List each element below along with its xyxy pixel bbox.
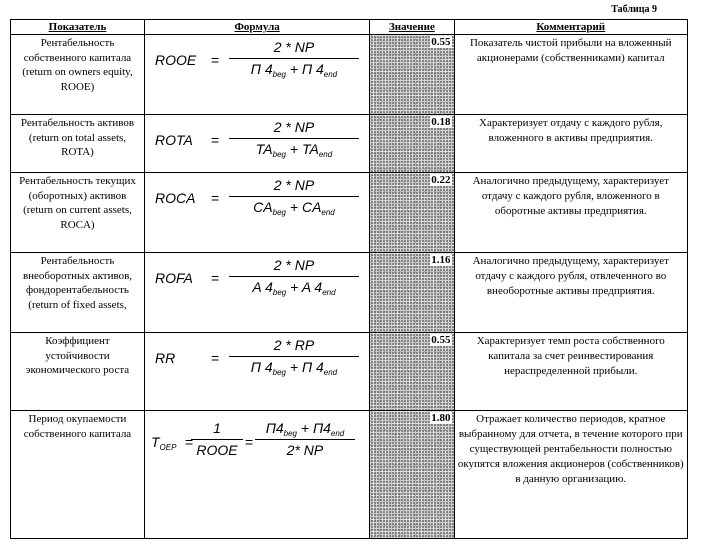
denominator: A $4_{beg} + A$ $4_{end}$ — [252, 279, 336, 297]
value: 1.80 — [431, 412, 451, 424]
denominator: 2* NP — [286, 442, 324, 458]
numerator: 2 * NP — [273, 257, 315, 273]
den-a: TA — [255, 141, 273, 157]
den-a-sub: beg — [272, 208, 286, 217]
fraction-bar — [229, 58, 359, 59]
table-row — [11, 411, 688, 539]
value-cell — [370, 411, 454, 539]
equals-sign: = — [210, 270, 220, 286]
table-row — [11, 173, 688, 253]
den-b: П 4 — [301, 359, 324, 375]
header-formula: Формула — [144, 20, 369, 35]
table-caption: Таблица 9 — [611, 4, 657, 15]
formula-name: ROFA — [154, 270, 193, 286]
formula — [147, 174, 367, 251]
indicator-cell: Рентабельность внеоборотных активов, фондорентабельность (return of fixed assets, — [11, 253, 145, 333]
den-a-sub: beg — [272, 368, 286, 377]
payback-symbol-sub: OEP — [159, 443, 177, 452]
den-b: A 4 — [301, 279, 323, 295]
num-b: П4 — [312, 420, 331, 436]
formula-name: RR — [154, 350, 176, 366]
numerator: $П4_{beg} + П4_{end}$ — [265, 420, 345, 438]
den-b-sub: end — [322, 288, 336, 297]
den-b: П 4 — [301, 61, 324, 77]
denominator: $CA_{beg} + CA_{end}$ — [253, 199, 335, 217]
fraction — [229, 257, 359, 296]
indicator-cell: Период окупаемости собственного капитала — [11, 411, 145, 539]
num-b-sub: end — [330, 429, 345, 438]
value-cell — [370, 115, 454, 173]
value-cell — [370, 253, 454, 333]
formula — [147, 116, 367, 171]
den-a: П 4 — [250, 61, 273, 77]
formula — [147, 412, 367, 537]
formula — [147, 36, 367, 113]
formula — [147, 254, 367, 331]
formula-cell — [144, 253, 369, 333]
fraction-bar — [229, 196, 359, 197]
payback-symbol: T — [150, 434, 160, 450]
value: 0.22 — [431, 174, 451, 186]
fraction-bar — [255, 439, 355, 440]
equals-sign: = — [184, 434, 194, 450]
den-b: CA — [301, 199, 322, 215]
header-row — [11, 20, 688, 35]
num-a: П4 — [265, 420, 284, 436]
formula-cell — [144, 35, 369, 115]
fraction — [229, 337, 359, 376]
table-row — [11, 115, 688, 173]
formula-cell — [144, 411, 369, 539]
numerator: 2 * NP — [273, 39, 315, 55]
table-row — [11, 253, 688, 333]
formula-cell — [144, 115, 369, 173]
den-a: A 4 — [252, 279, 273, 295]
indicator-table — [10, 19, 688, 539]
table-row — [11, 35, 688, 115]
den-b-sub: end — [323, 70, 338, 79]
den-b-sub: end — [323, 368, 338, 377]
numerator: 2 * RP — [273, 337, 315, 353]
value: 0.18 — [431, 116, 451, 128]
comment-cell: Аналогично предыдущему, характеризует отдачу с каждого рубля, вложенного в оборотные активы предприятия. — [454, 173, 687, 253]
den-a-sub: beg — [272, 70, 286, 79]
formula-name: ROOE — [154, 52, 197, 68]
denominator: П $4_{beg} + П$ $4_{end}$ — [250, 359, 338, 377]
den-a: П 4 — [250, 359, 273, 375]
comment-cell: Аналогично предыдущему, характеризует отдачу с каждого рубля, отвлеченного во внеоборотные активы предприятия. — [454, 253, 687, 333]
value-cell — [370, 173, 454, 253]
header-value: Значение — [370, 20, 454, 35]
indicator-cell: Рентабельность текущих (оборотных) активов (return on current assets, ROCA) — [11, 173, 145, 253]
comment-cell: Показатель чистой прибыли на вложенный акционерами (собственниками) капитал — [454, 35, 687, 115]
fraction — [229, 39, 359, 78]
equals-sign: = — [210, 190, 220, 206]
value-cell — [370, 35, 454, 115]
equals-sign: = — [210, 52, 220, 68]
indicator-cell: Коэффициент устойчивости экономического роста — [11, 333, 145, 411]
header-indicator: Показатель — [11, 20, 145, 35]
comment-cell: Характеризует темп роста собственного капитала за счет реинвестирования нераспределенной прибыли. — [454, 333, 687, 411]
table-row — [11, 333, 688, 411]
value: 1.16 — [431, 254, 451, 266]
den-b-sub: end — [321, 208, 335, 217]
formula-cell — [144, 333, 369, 411]
value: 0.55 — [431, 36, 451, 48]
numerator: 2 * NP — [273, 177, 315, 193]
header-comment: Комментарий — [454, 20, 687, 35]
indicator-cell: Рентабельность собственного капитала (return on owners equity, ROOE) — [11, 35, 145, 115]
num-a-sub: beg — [283, 429, 297, 438]
fraction-bar — [229, 138, 359, 139]
formula-name — [151, 434, 176, 452]
numerator: 1 — [213, 420, 221, 436]
fraction — [229, 119, 359, 158]
formula-name: ROTA — [154, 132, 193, 148]
indicator-cell: Рентабельность активов (return on total assets, ROTA) — [11, 115, 145, 173]
denominator: П $4_{beg} + П$ $4_{end}$ — [250, 61, 338, 79]
denominator: $TA_{beg} + TA_{end}$ — [255, 141, 333, 159]
value: 0.55 — [431, 334, 451, 346]
comment-cell: Характеризует отдачу с каждого рубля, вложенного в активы предприятия. — [454, 115, 687, 173]
formula-name: ROCA — [154, 190, 196, 206]
den-a-sub: beg — [272, 288, 287, 297]
comment-cell: Отражает количество периодов, кратное выбранному для отчета, в течение которого при существующей рентабельности полностью окупятся вложения акционеров (собственников) в данную организацию. — [454, 411, 687, 539]
den-b: TA — [301, 141, 319, 157]
fraction — [229, 177, 359, 216]
formula — [147, 334, 367, 409]
fraction-bar — [229, 276, 359, 277]
equals-sign: = — [210, 350, 220, 366]
formula-cell — [144, 173, 369, 253]
den-a-sub: beg — [272, 150, 286, 159]
equals-sign: = — [210, 132, 220, 148]
fraction-bar — [191, 439, 243, 440]
equals-sign: = — [244, 434, 254, 450]
value-cell — [370, 333, 454, 411]
fraction-bar — [229, 356, 359, 357]
denominator: ROOE — [196, 442, 238, 458]
fraction — [191, 420, 243, 459]
fraction — [255, 420, 355, 459]
den-b-sub: end — [318, 150, 333, 159]
numerator: 2 * NP — [273, 119, 315, 135]
den-a: CA — [253, 199, 273, 215]
